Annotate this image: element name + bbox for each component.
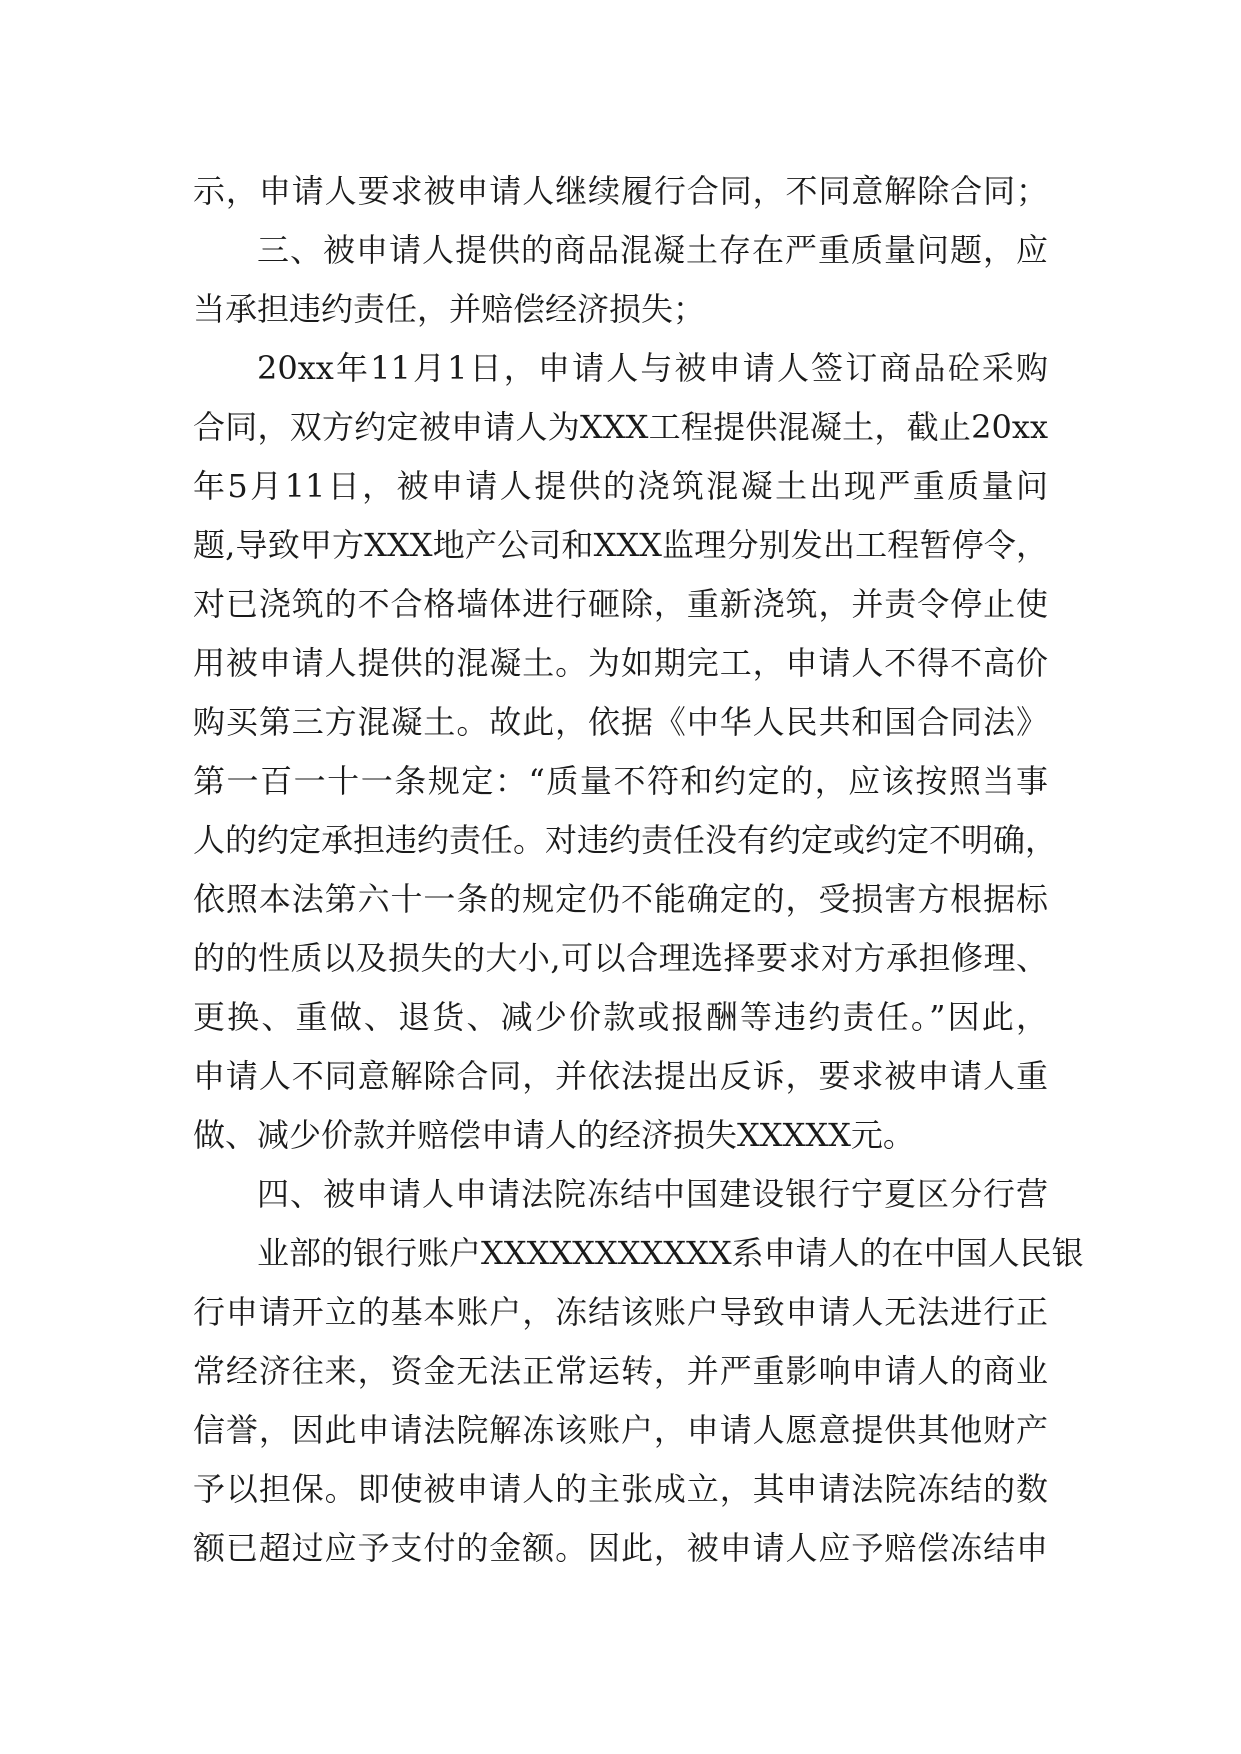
text-line: 购买第三方混凝土。故此，依据《中华人民共和国合同法》: [193, 703, 1048, 741]
text-line: 行申请开立的基本账户，冻结该账户导致申请人无法进行正: [193, 1293, 1048, 1331]
text-line: 信誉，因此申请法院解冻该账户，申请人愿意提供其他财产: [193, 1411, 1048, 1449]
text-line: 予以担保。即使被申请人的主张成立，其申请法院冻结的数: [193, 1470, 1048, 1508]
text-line: 当承担违约责任，并赔偿经济损失；: [193, 290, 706, 328]
text-line: 业部的银行账户XXXXXXXXXXX系申请人的在中国人民银: [257, 1234, 1084, 1272]
text-line: 四、被申请人申请法院冻结中国建设银行宁夏区分行营: [257, 1175, 1048, 1213]
text-line: 的的性质以及损失的大小,可以合理选择要求对方承担修理、: [193, 939, 1048, 977]
text-line: 额已超过应予支付的金额。因此，被申请人应予赔偿冻结申: [193, 1529, 1048, 1567]
text-line: 申请人不同意解除合同，并依法提出反诉，要求被申请人重: [193, 1057, 1048, 1095]
text-line: 合同，双方约定被申请人为XXX工程提供混凝土，截止20xx: [193, 408, 1048, 446]
text-line: 依照本法第六十一条的规定仍不能确定的，受损害方根据标: [193, 880, 1048, 918]
text-line: 第一百一十一条规定：“质量不符和约定的，应该按照当事: [193, 762, 1048, 800]
text-line: 更换、重做、退货、减少价款或报酬等违约责任。”因此，: [193, 998, 1048, 1036]
text-line: 20xx年11月1日，申请人与被申请人签订商品砼采购: [257, 349, 1048, 387]
text-line: 题,导致甲方XXX地产公司和XXX监理分别发出工程暂停令，: [193, 526, 1048, 564]
text-line: 对已浇筑的不合格墙体进行砸除，重新浇筑，并责令停止使: [193, 585, 1048, 623]
text-line: 示，申请人要求被申请人继续履行合同，不同意解除合同；: [193, 172, 1048, 210]
text-line: 三、被申请人提供的商品混凝土存在严重质量问题，应: [257, 231, 1048, 269]
text-line: 做、减少价款并赔偿申请人的经济损失XXXXX元。: [193, 1116, 915, 1154]
text-line: 常经济往来，资金无法正常运转，并严重影响申请人的商业: [193, 1352, 1048, 1390]
text-line: 用被申请人提供的混凝土。为如期完工，申请人不得不高价: [193, 644, 1048, 682]
text-line: 年5月11日，被申请人提供的浇筑混凝土出现严重质量问: [193, 467, 1048, 505]
text-line: 人的约定承担违约责任。对违约责任没有约定或约定不明确，: [193, 821, 1058, 859]
